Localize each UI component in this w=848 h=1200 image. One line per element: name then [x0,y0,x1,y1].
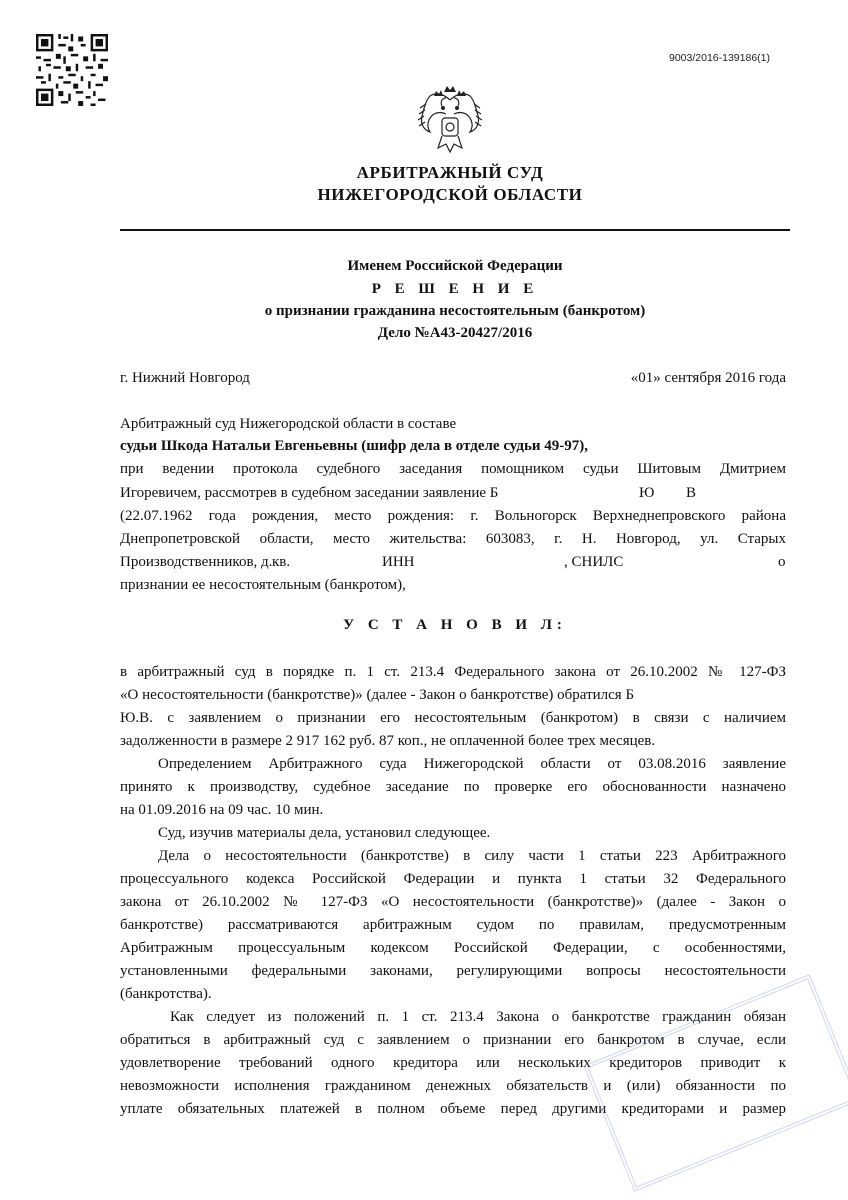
body-line: «О несостоятельности (банкротстве)» (далее - Закон о банкротстве) обратился Б [120,687,635,703]
intro-line: при ведении протокола судебного заседания помощником судьи Шитовым Дмитрием [120,461,786,477]
intro-judge-line: судьи Шкода Натальи Евгеньевны (шифр дела в отделе судьи 49-97), [120,438,589,454]
intro-text: о [778,554,786,570]
intro-text: кв. [272,554,291,570]
established-heading: У С Т А Н О В И Л: [343,617,567,633]
body-line: удовлетворение требований одного кредитора или нескольких кредиторов приводит к [120,1055,786,1071]
intro-line: (22.07.1962 года рождения, место рождения: г. Вольногорск Верхнеднепровского района [120,508,786,524]
body-line: Как следует из положений п. 1 ст. 213.4 Закона о банкротстве гражданин обязан [170,1009,786,1025]
body-line: Ю.В. с заявлением о признании его несостоятельным (банкротом) в связи с наличием [120,710,786,726]
body-line: установленными федеральными законами, регулирующими вопросы несостоятельности [120,963,786,979]
document-id: 9003/2016-139186(1) [668,52,770,64]
decision-date: «01» сентября 2016 года [630,370,786,386]
body-line: обратиться в арбитражный суд с заявлением о признании его банкротом в случае, если [120,1032,786,1048]
body-line: уплате обязательных платежей в полном объеме перед другими кредиторами и размер [120,1101,786,1117]
body-line: процессуального кодекса Российской Федерации и пункта 1 статьи 32 Федерального [120,871,786,887]
intro-text: Производственников, д. [120,554,273,570]
case-number: Дело №А43-20427/2016 [377,325,533,341]
intro-initial: В [686,485,697,501]
body-line: Суд, изучив материалы дела, установил следующее. [158,825,491,841]
intro-line [120,553,786,572]
intro-line [120,484,786,503]
intro-line: Арбитражный суд Нижегородской области в составе [120,416,457,432]
body-line: на 01.09.2016 на 09 час. 10 мин. [120,802,324,818]
body-line: Арбитражным процессуальным кодексом Российской Федерации, с особенностями, [120,940,786,956]
body-line: задолженности в размере 2 917 162 руб. 87 коп., не оплаченной более трех месяцев. [120,733,656,749]
body-line: (банкротства). [120,986,212,1002]
intro-line: Днепропетровской области, место жительства: 603083, г. Н. Новгород, ул. Старых [120,531,786,547]
title-subject: о признании гражданина несостоятельным (банкротом) [264,303,646,319]
qr-code [36,34,108,106]
body-line: Определением Арбитражного суда Нижегородской области от 03.08.2016 заявление [158,756,786,772]
intro-initial: Ю [639,485,655,501]
intro-text: Игоревичем, рассмотрев в судебном заседании заявление Б [120,485,499,501]
watermark-stamp [583,974,848,1192]
place: г. Нижний Новгород [120,370,250,386]
court-name-line-1: АРБИТРАЖНЫЙ СУД [356,163,544,182]
body-line: Дела о несостоятельности (банкротстве) в силу части 1 статьи 223 Арбитражного [158,848,786,864]
body-line: невозможности исполнения гражданином денежных обязательств и (или) обязанности по [120,1078,786,1094]
body-line: принято к производству, судебное заседание по проверке его обоснованности назначено [120,779,786,795]
intro-line: признании ее несостоятельным (банкротом), [120,577,406,593]
body-line: банкротстве) рассматриваются арбитражным судом по правилам, предусмотренным [120,917,786,933]
intro-text: , СНИЛС [564,554,624,570]
coat-of-arms-emblem [416,86,484,158]
title-in-name-of-federation: Именем Российской Федерации [347,258,563,274]
intro-text: ИНН [382,554,415,570]
court-name-line-2: НИЖЕГОРОДСКОЙ ОБЛАСТИ [317,185,583,204]
body-line: закона от 26.10.2002 № 127-ФЗ «О несостоятельности (банкротстве)» (далее - Закон о [120,894,786,910]
title-decision: Р Е Ш Е Н И Е [371,281,539,297]
body-line: в арбитражный суд в порядке п. 1 ст. 213.4 Федерального закона от 26.10.2002 № 127-ФЗ [120,664,786,680]
header-divider [120,229,790,231]
